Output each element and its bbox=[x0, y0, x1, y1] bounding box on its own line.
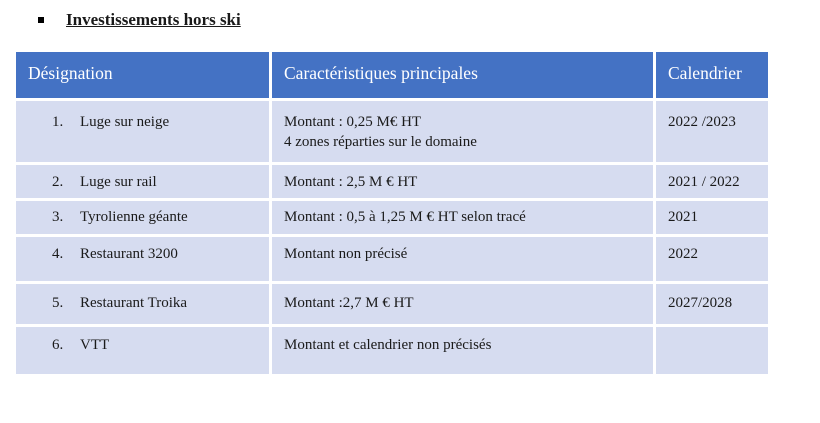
designation-cell bbox=[16, 101, 269, 162]
details-cell bbox=[272, 327, 653, 374]
calendar-cell: 2022 bbox=[656, 237, 768, 281]
column-header-calendar: Calendrier bbox=[656, 52, 768, 98]
row-number: 4. bbox=[52, 246, 64, 262]
detail-line: Montant et calendrier non précisés bbox=[284, 337, 492, 353]
designation-name: Tyrolienne géante bbox=[80, 209, 188, 225]
calendar-cell: 2021 / 2022 bbox=[656, 165, 768, 198]
bullet-icon bbox=[38, 17, 44, 23]
column-header-characteristics: Caractéristiques principales bbox=[272, 52, 653, 98]
designation-cell bbox=[16, 327, 269, 374]
designation-name: Luge sur rail bbox=[80, 174, 157, 190]
detail-line: Montant : 0,5 à 1,25 M € HT selon tracé bbox=[284, 209, 526, 225]
designation-name: VTT bbox=[80, 337, 110, 353]
designation-cell bbox=[16, 165, 269, 198]
detail-line: Montant : 0,25 M€ HT bbox=[284, 114, 422, 130]
designation-cell bbox=[16, 284, 269, 324]
calendar-cell: 2027/2028 bbox=[656, 284, 768, 324]
section-heading bbox=[38, 10, 241, 30]
table-row bbox=[16, 165, 768, 198]
details-cell bbox=[272, 101, 653, 162]
table-header-row bbox=[16, 52, 768, 98]
designation-cell bbox=[16, 201, 269, 234]
row-number: 2. bbox=[52, 174, 64, 190]
table-row bbox=[16, 101, 768, 162]
details-cell bbox=[272, 237, 653, 281]
designation-cell bbox=[16, 237, 269, 281]
table-row bbox=[16, 201, 768, 234]
calendar-cell: 2022 /2023 bbox=[656, 101, 768, 162]
detail-line: Montant :2,7 M € HT bbox=[284, 295, 414, 311]
designation-name: Restaurant 3200 bbox=[80, 246, 178, 262]
row-number: 3. bbox=[52, 209, 64, 225]
designation-name: Luge sur neige bbox=[80, 114, 170, 130]
section-title: Investissements hors ski bbox=[66, 10, 241, 29]
table-row bbox=[16, 284, 768, 324]
column-header-designation: Désignation bbox=[16, 52, 269, 98]
detail-line: 4 zones réparties sur le domaine bbox=[284, 134, 477, 150]
table-row bbox=[16, 327, 768, 374]
designation-name: Restaurant Troika bbox=[80, 295, 188, 311]
detail-line: Montant non précisé bbox=[284, 246, 408, 262]
table-row bbox=[16, 237, 768, 281]
row-number: 1. bbox=[52, 114, 64, 130]
row-number: 5. bbox=[52, 295, 64, 311]
details-cell bbox=[272, 284, 653, 324]
row-number: 6. bbox=[52, 337, 64, 353]
details-cell bbox=[272, 201, 653, 234]
detail-line: Montant : 2,5 M € HT bbox=[284, 174, 418, 190]
investments-table bbox=[16, 52, 768, 374]
calendar-cell: 2021 bbox=[656, 201, 768, 234]
calendar-cell bbox=[656, 327, 768, 374]
details-cell bbox=[272, 165, 653, 198]
